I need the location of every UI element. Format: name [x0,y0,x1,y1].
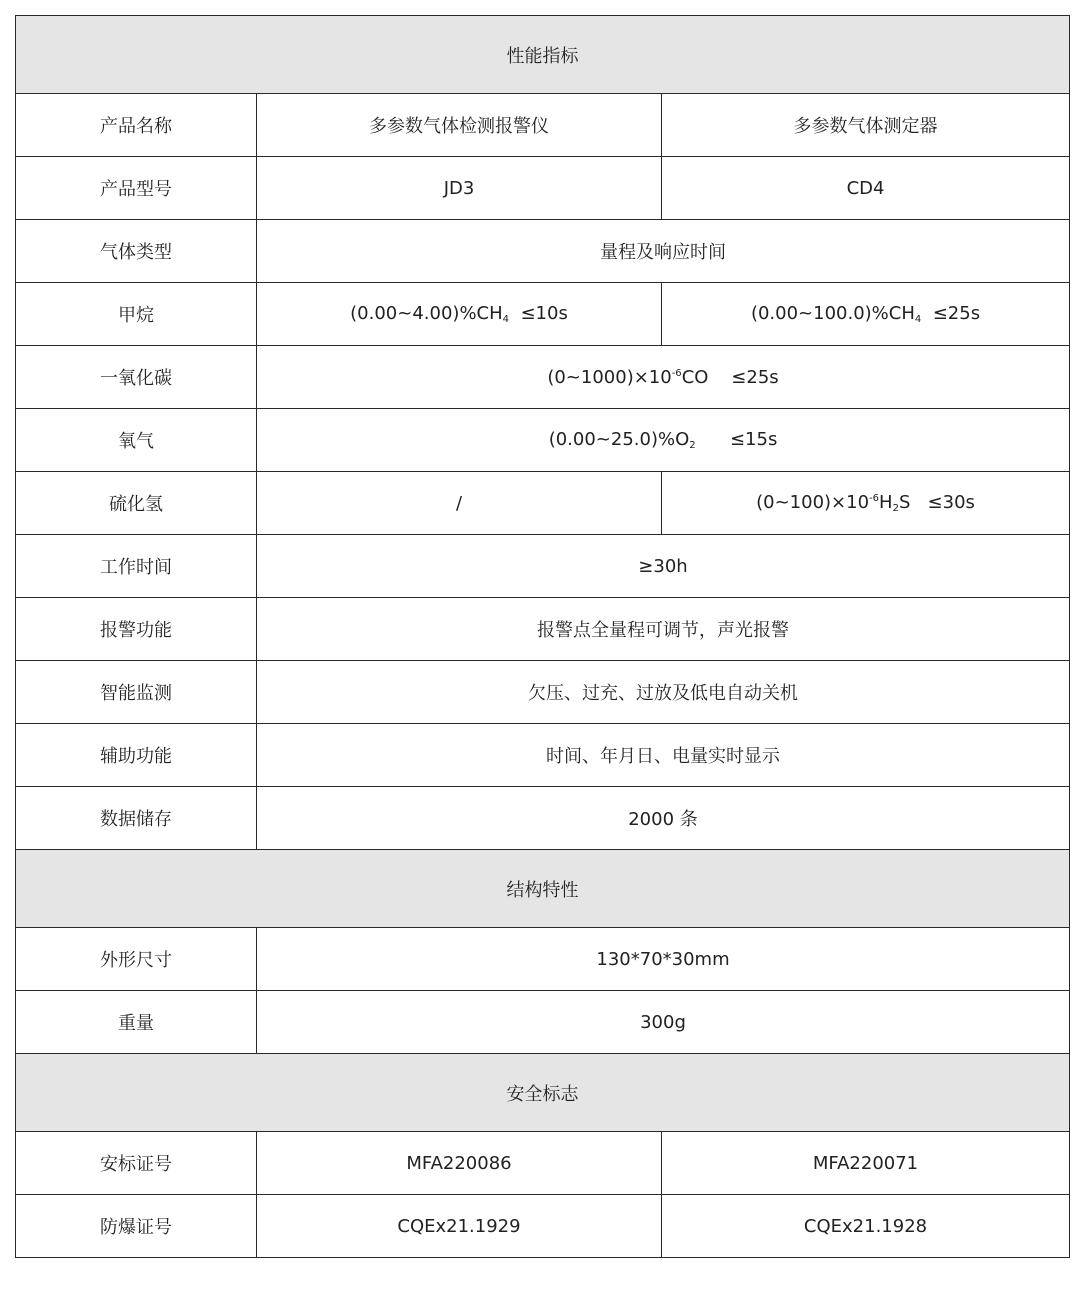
cell-value: $(0.00\sim 100.0)\%CH_4 \le 25s$ [662,283,1070,346]
table-row [16,283,1070,346]
section-header-structure [16,850,1070,928]
cell-value: MFA220086 [257,1132,662,1195]
cell-value: 报警点全量程可调节，声光报警 [257,598,1070,661]
cell-value: 多参数气体测定器 [662,94,1070,157]
row-label: 外形尺寸 [16,928,257,991]
cell-value: JD3 [257,157,662,220]
cell-value: 量程及响应时间 [257,220,1070,283]
spec-table [15,15,1070,1258]
row-label: 报警功能 [16,598,257,661]
row-label: 一氧化碳 [16,346,257,409]
row-label: 产品型号 [16,157,257,220]
section-header-safety [16,1054,1070,1132]
row-label: 甲烷 [16,283,257,346]
section-title: 结构特性 [16,850,1070,928]
cell-value: $(0\sim 100)\times 10^{-6}H_2S \le 30s$ [662,472,1070,535]
table-row [16,157,1070,220]
cell-value: 300g [257,991,1070,1054]
row-label: 数据储存 [16,787,257,850]
cell-value: CQEx21.1928 [662,1195,1070,1258]
table-row [16,661,1070,724]
cell-value: CQEx21.1929 [257,1195,662,1258]
row-label: 气体类型 [16,220,257,283]
section-header-performance [16,16,1070,94]
table-row [16,598,1070,661]
table-row [16,928,1070,991]
cell-value: MFA220071 [662,1132,1070,1195]
table-row [16,220,1070,283]
cell-value: $(0.00\sim 25.0)\%O_2$ ≤15s [257,409,1070,472]
cell-value: 130*70*30mm [257,928,1070,991]
row-label: 辅助功能 [16,724,257,787]
row-label: 硫化氢 [16,472,257,535]
row-label: 产品名称 [16,94,257,157]
section-title: 安全标志 [16,1054,1070,1132]
table-row [16,346,1070,409]
cell-value: 时间、年月日、电量实时显示 [257,724,1070,787]
table-row [16,1132,1070,1195]
cell-value: $(0\sim 1000)\times 10^{-6}CO$ ≤25s [257,346,1070,409]
table-row [16,991,1070,1054]
row-label: 智能监测 [16,661,257,724]
cell-value: $(0.00\sim 4.00)\%CH_4 \le 10s$ [257,283,662,346]
cell-value: 多参数气体检测报警仪 [257,94,662,157]
table-row [16,94,1070,157]
cell-value: 2000 条 [257,787,1070,850]
table-row [16,1195,1070,1258]
table-row [16,535,1070,598]
cell-value: 欠压、过充、过放及低电自动关机 [257,661,1070,724]
row-label: 防爆证号 [16,1195,257,1258]
table-row [16,472,1070,535]
section-title: 性能指标 [16,16,1070,94]
row-label: 工作时间 [16,535,257,598]
row-label: 重量 [16,991,257,1054]
cell-value: CD4 [662,157,1070,220]
table-row [16,787,1070,850]
cell-value: / [257,472,662,535]
cell-value: ≥30h [257,535,1070,598]
row-label: 安标证号 [16,1132,257,1195]
row-label: 氧气 [16,409,257,472]
table-row [16,409,1070,472]
table-row [16,724,1070,787]
